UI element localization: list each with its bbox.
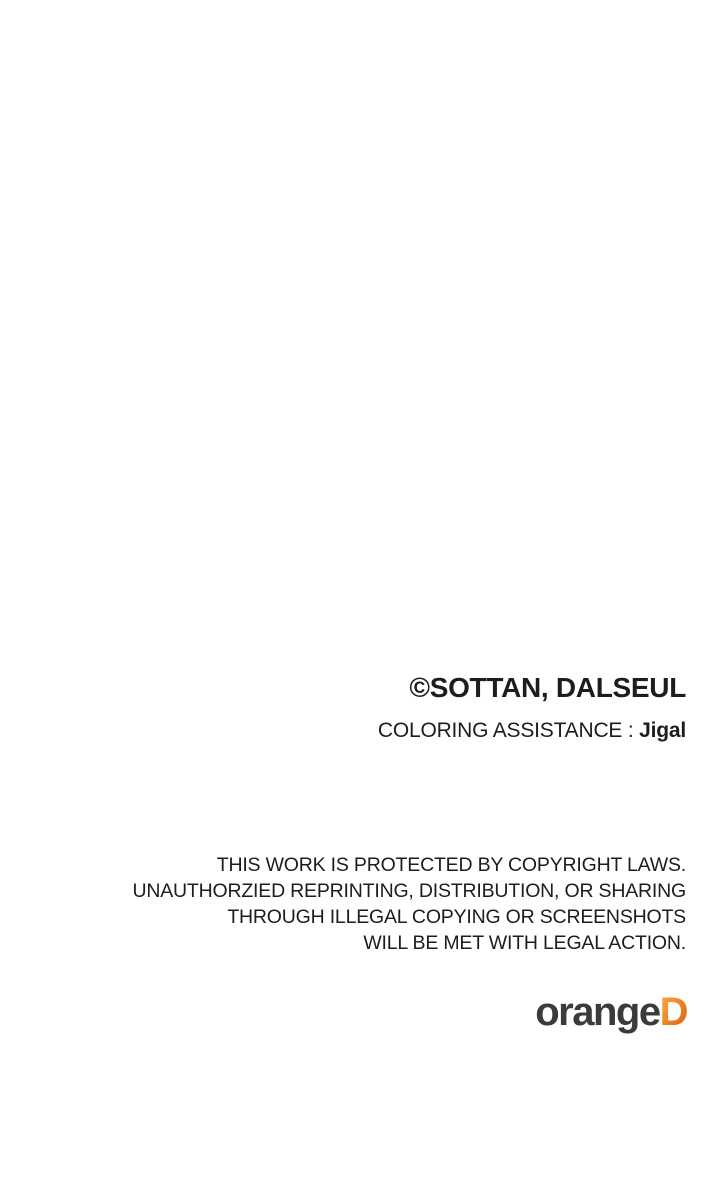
legal-notice-line-2: UNAUTHORZIED REPRINTING, DISTRIBUTION, OR SHARING bbox=[132, 880, 686, 902]
coloring-assistance-line bbox=[378, 719, 686, 743]
logo-text-d: D bbox=[659, 990, 687, 1034]
legal-notice-line-3: THROUGH ILLEGAL COPYING OR SCREENSHOTS bbox=[227, 906, 686, 928]
legal-notice-line-1: THIS WORK IS PROTECTED BY COPYRIGHT LAWS. bbox=[216, 854, 686, 876]
legal-notice-line-4: WILL BE MET WITH LEGAL ACTION. bbox=[363, 932, 686, 954]
logo-text-orange: orange bbox=[535, 990, 660, 1034]
coloring-assistance-label: COLORING ASSISTANCE : bbox=[377, 719, 640, 742]
publisher-logo-oranged bbox=[535, 988, 687, 1036]
legal-notice bbox=[132, 852, 686, 956]
author-copyright-line: ©SOTTAN, DALSEUL bbox=[409, 672, 686, 703]
coloring-assistant-name: Jigal bbox=[639, 719, 686, 742]
